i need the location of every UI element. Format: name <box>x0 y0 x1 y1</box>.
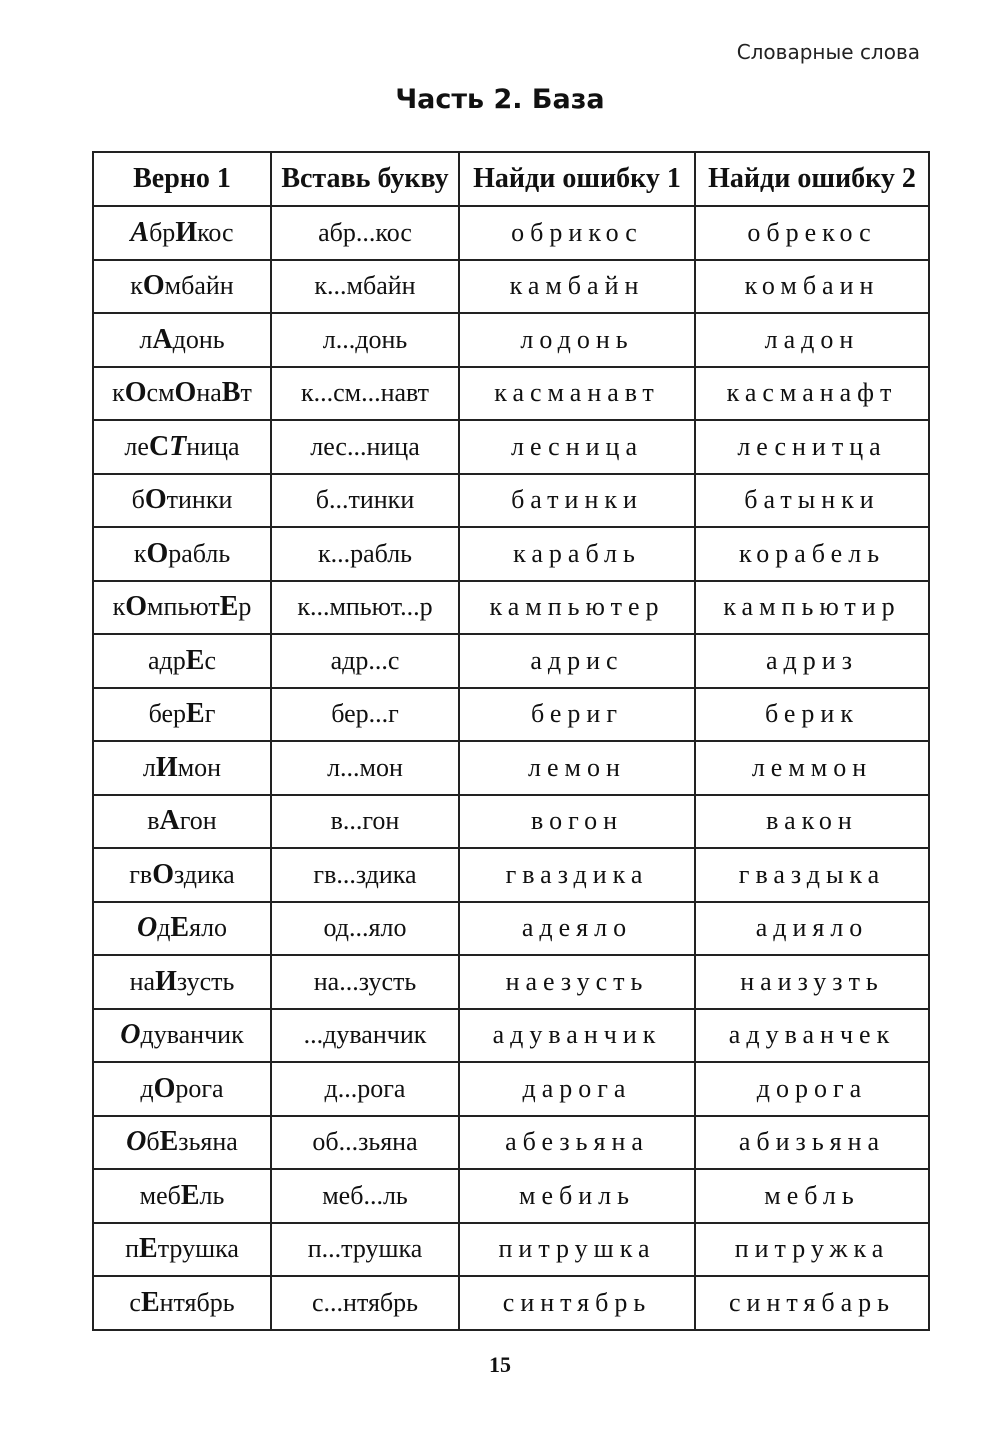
table-row <box>93 420 929 474</box>
cell-correct-word <box>93 367 271 421</box>
word-segment: бер <box>148 699 187 729</box>
cell-find-error-1: вогон <box>459 795 695 849</box>
table-body <box>93 206 929 1330</box>
cell-find-error-2: адуванчек <box>695 1009 929 1063</box>
highlighted-letter: О <box>120 1019 141 1051</box>
word-segment: нтябрь <box>159 1287 235 1317</box>
word-segment: тинки <box>166 485 233 515</box>
cell-find-error-2: синтябарь <box>695 1276 929 1330</box>
cell-find-error-2: корабель <box>695 527 929 581</box>
cell-correct-word <box>93 420 271 474</box>
cell-find-error-1: батинки <box>459 474 695 528</box>
highlighted-letter: Е <box>159 1126 179 1158</box>
highlighted-letter: Е <box>139 1233 158 1265</box>
cell-find-error-2: мебль <box>695 1169 929 1223</box>
cell-find-error-2: кампьютир <box>695 581 929 635</box>
word-segment: дуванчик <box>140 1020 244 1050</box>
word-segment: см <box>146 378 175 408</box>
cell-correct-word <box>93 1062 271 1116</box>
table-row <box>93 1009 929 1063</box>
table-row <box>93 313 929 367</box>
cell-correct-word <box>93 1223 271 1277</box>
table-row <box>93 795 929 849</box>
highlighted-letter: В <box>221 377 241 409</box>
word-segment: зусть <box>176 966 235 996</box>
highlighted-letter: А <box>159 805 180 837</box>
highlighted-letter: Е <box>219 591 239 623</box>
word-segment: к <box>112 378 125 408</box>
cell-find-error-1: синтябрь <box>459 1276 695 1330</box>
cell-find-error-2: адриз <box>695 634 929 688</box>
cell-insert-letter: л...мон <box>271 741 459 795</box>
cell-find-error-2: питружка <box>695 1223 929 1277</box>
word-segment: л <box>139 324 153 354</box>
table-row <box>93 1276 929 1330</box>
highlighted-letter: О <box>144 484 167 516</box>
highlighted-letter: А <box>152 323 173 355</box>
cell-correct-word <box>93 206 271 260</box>
highlighted-letter: Е <box>140 1286 160 1318</box>
cell-find-error-2: берик <box>695 688 929 742</box>
cell-insert-letter: л...донь <box>271 313 459 367</box>
cell-find-error-1: адрис <box>459 634 695 688</box>
word-segment: с <box>204 645 216 675</box>
word-segment: б <box>146 1127 160 1157</box>
highlighted-letter: Е <box>186 698 205 730</box>
table-header-row <box>93 152 929 206</box>
cell-correct-word <box>93 1276 271 1330</box>
word-segment: мпьют <box>147 592 220 622</box>
cell-insert-letter: бер...г <box>271 688 459 742</box>
table-row <box>93 1169 929 1223</box>
table-row <box>93 634 929 688</box>
highlighted-letter: А <box>130 216 150 248</box>
word-segment: л <box>142 752 156 782</box>
running-title: Словарные слова <box>736 40 920 64</box>
word-segment: д <box>140 1073 154 1103</box>
cell-correct-word <box>93 795 271 849</box>
highlighted-letter: И <box>155 751 178 783</box>
cell-insert-letter: лес...ница <box>271 420 459 474</box>
cell-find-error-1: касманавт <box>459 367 695 421</box>
cell-correct-word <box>93 634 271 688</box>
word-segment: к <box>133 538 147 568</box>
table-row <box>93 527 929 581</box>
table-row <box>93 955 929 1009</box>
cell-correct-word <box>93 688 271 742</box>
cell-find-error-2: вакон <box>695 795 929 849</box>
word-segment: д <box>157 913 171 943</box>
cell-find-error-2: адияло <box>695 902 929 956</box>
cell-correct-word <box>93 1009 271 1063</box>
page-title: Часть 2. База <box>395 84 605 115</box>
table-row <box>93 1223 929 1277</box>
highlighted-letter: О <box>136 912 158 944</box>
cell-insert-letter: к...мпьют...р <box>271 581 459 635</box>
word-segment: на <box>196 378 222 408</box>
word-segment: зьяна <box>178 1127 238 1157</box>
cell-find-error-1: адеяло <box>459 902 695 956</box>
highlighted-letter: И <box>155 965 177 997</box>
cell-insert-letter: д...рога <box>271 1062 459 1116</box>
cell-find-error-2: дорога <box>695 1062 929 1116</box>
column-header-find-error-1: Найди ошибку 1 <box>459 152 695 206</box>
word-segment: б <box>131 485 145 515</box>
word-segment: к <box>112 592 126 622</box>
cell-find-error-2: батынки <box>695 474 929 528</box>
cell-find-error-2: леснитца <box>695 420 929 474</box>
cell-find-error-2: гваздыка <box>695 848 929 902</box>
word-segment: рога <box>175 1073 224 1103</box>
cell-correct-word <box>93 581 271 635</box>
cell-correct-word <box>93 955 271 1009</box>
cell-find-error-2: наизузть <box>695 955 929 1009</box>
cell-find-error-1: питрушка <box>459 1223 695 1277</box>
word-segment: гон <box>179 806 217 836</box>
cell-insert-letter: п...трушка <box>271 1223 459 1277</box>
cell-insert-letter: с...нтябрь <box>271 1276 459 1330</box>
word-segment: адр <box>147 645 186 675</box>
highlighted-letter: О <box>174 377 197 409</box>
table-row <box>93 206 929 260</box>
cell-insert-letter: од...яло <box>271 902 459 956</box>
cell-insert-letter: меб...ль <box>271 1169 459 1223</box>
cell-insert-letter: к...мбайн <box>271 260 459 314</box>
table-row <box>93 848 929 902</box>
cell-correct-word <box>93 741 271 795</box>
cell-insert-letter: гв...здика <box>271 848 459 902</box>
word-segment: т <box>240 378 252 408</box>
cell-find-error-1: камбайн <box>459 260 695 314</box>
cell-find-error-1: лемон <box>459 741 695 795</box>
cell-correct-word <box>93 848 271 902</box>
table-row <box>93 1116 929 1170</box>
cell-find-error-2: касманафт <box>695 367 929 421</box>
cell-insert-letter: к...см...навт <box>271 367 459 421</box>
cell-find-error-2: ладон <box>695 313 929 367</box>
word-segment: здика <box>174 859 235 889</box>
highlighted-letter: Т <box>169 430 187 462</box>
cell-insert-letter: на...зусть <box>271 955 459 1009</box>
cell-insert-letter: об...зьяна <box>271 1116 459 1170</box>
highlighted-letter: О <box>125 591 148 623</box>
cell-find-error-1: бериг <box>459 688 695 742</box>
cell-find-error-1: кампьютер <box>459 581 695 635</box>
word-segment: в <box>147 806 160 836</box>
table-row <box>93 688 929 742</box>
cell-correct-word <box>93 527 271 581</box>
highlighted-letter: О <box>153 1072 176 1104</box>
cell-correct-word <box>93 260 271 314</box>
cell-find-error-2: абизьяна <box>695 1116 929 1170</box>
word-segment: на <box>129 966 156 996</box>
cell-insert-letter: в...гон <box>271 795 459 849</box>
cell-find-error-1: гваздика <box>459 848 695 902</box>
cell-correct-word <box>93 474 271 528</box>
cell-insert-letter: к...рабль <box>271 527 459 581</box>
cell-find-error-1: лодонь <box>459 313 695 367</box>
word-segment: ль <box>199 1180 225 1210</box>
vocabulary-table <box>92 151 930 1331</box>
cell-find-error-1: дарога <box>459 1062 695 1116</box>
highlighted-letter: Е <box>180 1179 200 1211</box>
cell-insert-letter: б...тинки <box>271 474 459 528</box>
cell-find-error-2: обрекос <box>695 206 929 260</box>
cell-find-error-1: наезусть <box>459 955 695 1009</box>
word-segment: меб <box>139 1180 181 1210</box>
word-segment: рабль <box>168 538 231 568</box>
highlighted-letter: Е <box>185 644 205 676</box>
word-segment: гв <box>129 859 153 889</box>
cell-find-error-2: комбаин <box>695 260 929 314</box>
word-segment: донь <box>172 324 225 354</box>
column-header-insert-letter: Вставь букву <box>271 152 459 206</box>
highlighted-letter: О <box>146 537 169 569</box>
table-row <box>93 474 929 528</box>
cell-correct-word <box>93 313 271 367</box>
cell-insert-letter: ...дуванчик <box>271 1009 459 1063</box>
cell-correct-word <box>93 1169 271 1223</box>
highlighted-letter: И <box>175 216 198 248</box>
word-segment: п <box>125 1234 140 1264</box>
cell-find-error-1: лесница <box>459 420 695 474</box>
word-segment: мон <box>177 752 222 782</box>
column-header-find-error-2: Найди ошибку 2 <box>695 152 929 206</box>
table-row <box>93 367 929 421</box>
highlighted-letter: Е <box>170 912 190 944</box>
word-segment: ле <box>124 431 149 461</box>
word-segment: бр <box>149 217 176 247</box>
page-number: 15 <box>489 1352 511 1377</box>
highlighted-letter: О <box>126 1126 147 1158</box>
table-row <box>93 741 929 795</box>
cell-find-error-1: мебиль <box>459 1169 695 1223</box>
cell-find-error-1: адуванчик <box>459 1009 695 1063</box>
cell-find-error-1: обрикос <box>459 206 695 260</box>
word-segment: к <box>130 271 143 301</box>
word-segment: р <box>238 592 252 622</box>
table-row <box>93 1062 929 1116</box>
column-header-correct: Верно 1 <box>93 152 271 206</box>
word-segment: кос <box>197 217 234 247</box>
word-segment: трушка <box>157 1234 239 1264</box>
word-segment: г <box>204 699 216 729</box>
highlighted-letter: С <box>148 430 170 462</box>
word-segment: с <box>129 1287 141 1317</box>
word-segment: ница <box>186 431 240 461</box>
cell-insert-letter: абр...кос <box>271 206 459 260</box>
highlighted-letter: О <box>152 858 174 890</box>
cell-find-error-1: абезьяна <box>459 1116 695 1170</box>
table-row <box>93 260 929 314</box>
highlighted-letter: О <box>124 377 147 409</box>
table-row <box>93 581 929 635</box>
highlighted-letter: О <box>142 270 165 302</box>
cell-find-error-2: леммон <box>695 741 929 795</box>
cell-insert-letter: адр...с <box>271 634 459 688</box>
word-segment: мбайн <box>164 271 234 301</box>
word-segment: яло <box>189 913 228 943</box>
table-row <box>93 902 929 956</box>
cell-find-error-1: карабль <box>459 527 695 581</box>
cell-correct-word <box>93 902 271 956</box>
cell-correct-word <box>93 1116 271 1170</box>
